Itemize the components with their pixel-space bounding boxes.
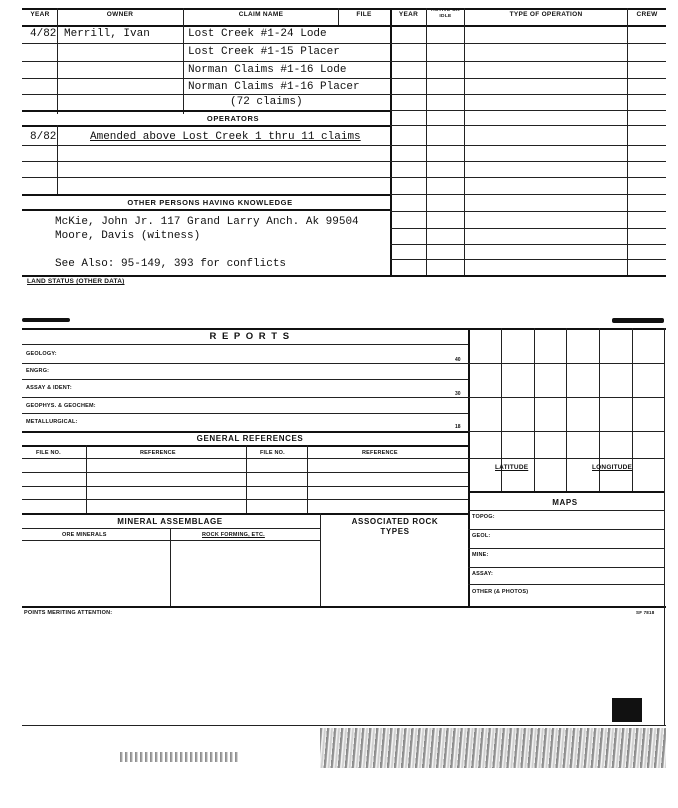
row1-claim: Lost Creek #1-24 Lode xyxy=(188,28,327,40)
associated-rock-types-title: ASSOCIATED ROCK TYPES xyxy=(351,517,439,536)
form-number: SF 7818 xyxy=(636,610,655,615)
report-metallurgical: METALLURGICAL: xyxy=(26,419,78,425)
general-references-title: GENERAL REFERENCES xyxy=(196,434,304,443)
operator-year: 8/82 xyxy=(30,131,57,143)
latitude-label: LATITUDE xyxy=(495,464,529,471)
report-geophys: GEOPHYS. & GEOCHEM: xyxy=(26,403,96,409)
report-engrg: ENGRG: xyxy=(26,368,50,374)
maps-geol: GEOL: xyxy=(472,533,491,539)
header-type-of-operation: TYPE OF OPERATION xyxy=(509,11,583,18)
mineral-assemblage-title: MINERAL ASSEMBLAGE xyxy=(117,517,223,526)
maps-other: OTHER (& PHOTOS) xyxy=(472,589,529,595)
ref-header-file-no-2: FILE NO. xyxy=(260,450,285,456)
header-active-idle: ACTIVE OR IDLE xyxy=(431,8,460,19)
longitude-label: LONGITUDE xyxy=(592,464,633,471)
claim-count: (72 claims) xyxy=(230,96,303,108)
header-file: FILE xyxy=(356,11,372,18)
header-year: YEAR xyxy=(30,11,50,18)
scan-top-edge-right xyxy=(612,318,664,323)
maps-title: MAPS xyxy=(552,498,578,507)
scan-top-edge xyxy=(22,318,70,322)
report-geology: GEOLOGY: xyxy=(26,351,57,357)
ref-header-reference-1: REFERENCE xyxy=(140,450,176,456)
report-assay-num: 30 xyxy=(455,391,461,397)
header-owner: OWNER xyxy=(106,11,134,18)
ref-header-file-no-1: FILE NO. xyxy=(36,450,61,456)
operator-text: Amended above Lost Creek 1 thru 11 claims xyxy=(90,131,361,143)
other-person-2: Moore, Davis (witness) xyxy=(55,230,201,242)
other-person-1: McKie, John Jr. 117 Grand Larry Anch. Ak 99504 xyxy=(55,216,359,228)
points-meriting-attention-label: POINTS MERITING ATTENTION: xyxy=(24,610,113,616)
header-claim-name: CLAIM NAME xyxy=(238,11,284,18)
row1-year: 4/82 xyxy=(30,28,57,40)
report-geology-num: 40 xyxy=(455,357,461,363)
other-persons-title: OTHER PERSONS HAVING KNOWLEDGE xyxy=(127,198,293,207)
scan-dark-block xyxy=(612,698,642,722)
maps-topog: TOPOG: xyxy=(472,514,495,520)
claim-3: Norman Claims #1-16 Lode xyxy=(188,64,347,76)
see-also: See Also: 95-149, 393 for conflicts xyxy=(55,258,287,270)
ore-minerals-label: ORE MINERALS xyxy=(62,532,107,538)
ref-header-reference-2: REFERENCE xyxy=(362,450,398,456)
report-assay: ASSAY & IDENT: xyxy=(26,385,72,391)
row1-owner: Merrill, Ivan xyxy=(64,28,150,40)
maps-assay: ASSAY: xyxy=(472,571,494,577)
rock-forming-label: ROCK FORMING, ETC. xyxy=(202,532,265,538)
report-metallurgical-num: 18 xyxy=(455,424,461,430)
scan-noise-bottom xyxy=(320,728,666,768)
maps-mine: MINE: xyxy=(472,552,489,558)
claim-2: Lost Creek #1-15 Placer xyxy=(188,46,340,58)
claim-4: Norman Claims #1-16 Placer xyxy=(188,81,360,93)
scan-noise-left xyxy=(120,752,240,762)
operators-title: OPERATORS xyxy=(206,114,260,123)
land-status-label: LAND STATUS (OTHER DATA) xyxy=(27,278,125,285)
reports-title: R E P O R T S xyxy=(209,331,291,342)
header-crew: CREW xyxy=(636,11,658,18)
header-year-2: YEAR xyxy=(398,11,419,18)
